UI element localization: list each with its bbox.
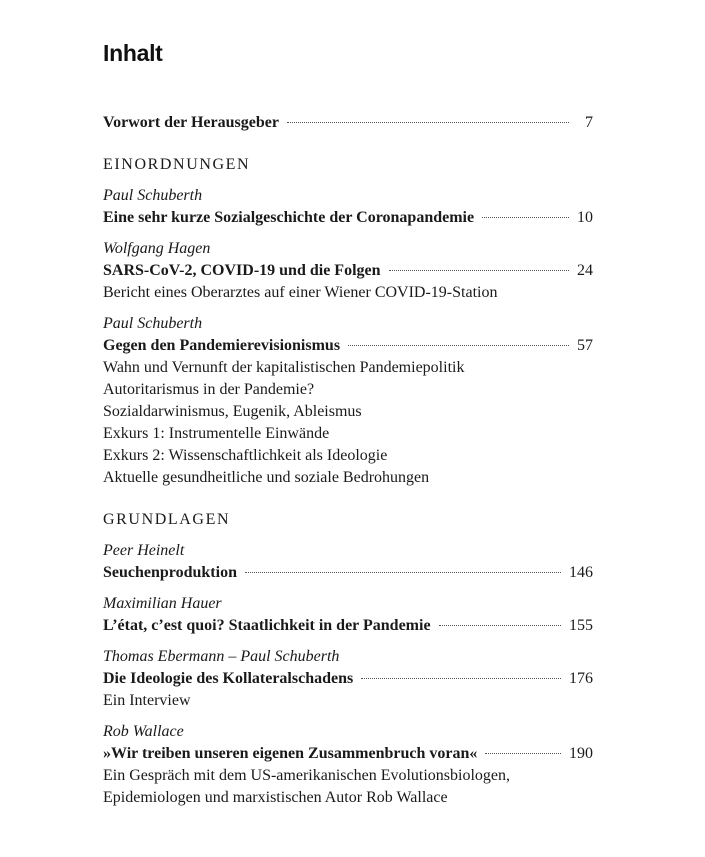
dot-leader <box>348 345 569 346</box>
entry-author: Maximilian Hauer <box>103 595 222 612</box>
dot-leader <box>485 753 561 754</box>
toc-row[interactable] <box>103 207 593 229</box>
entry-subtitle: Bericht eines Oberarztes auf einer Wiener COVID-19-Station <box>103 284 498 301</box>
entry-subtitle: Wahn und Vernunft der kapitalistischen Pandemiepolitik <box>103 359 465 376</box>
entry-subtitle: Aktuelle gesundheitliche und soziale Bedrohungen <box>103 469 430 486</box>
entry-subtitle: Exkurs 1: Instrumentelle Einwände <box>103 425 330 442</box>
dot-leader <box>439 625 561 626</box>
page-number: 57 <box>577 337 593 354</box>
entry-author: Paul Schuberth <box>103 187 203 204</box>
entry-title: Gegen den Pandemierevisionismus <box>103 337 341 354</box>
toc-entry <box>103 593 593 637</box>
toc-row[interactable] <box>103 112 593 134</box>
entry-subtitle: Sozialdarwinismus, Eugenik, Ableismus <box>103 403 362 420</box>
toc-entry <box>103 313 593 489</box>
entry-author: Wolfgang Hagen <box>103 240 211 257</box>
entry-title: SARS-CoV-2, COVID-19 und die Folgen <box>103 262 381 279</box>
entry-title: Seuchenproduktion <box>103 564 237 581</box>
page-number: 155 <box>569 617 593 634</box>
entry-author: Peer Heinelt <box>103 542 185 559</box>
toc-entry <box>103 721 593 809</box>
page-number: 176 <box>569 670 593 687</box>
entry-subtitle: Autoritarismus in der Pandemie? <box>103 381 315 398</box>
page-number: 146 <box>569 564 593 581</box>
toc-row[interactable] <box>103 335 593 357</box>
toc-row[interactable] <box>103 562 593 584</box>
toc-entry <box>103 540 593 584</box>
toc-row[interactable] <box>103 743 593 765</box>
entry-subtitle: Epidemiologen und marxistischen Autor Rob Wallace <box>103 789 448 806</box>
toc-row[interactable] <box>103 615 593 637</box>
entry-title: Die Ideologie des Kollateralschadens <box>103 670 354 687</box>
entry-subtitle: Ein Gespräch mit dem US-amerikanischen Evolutionsbiologen, <box>103 767 511 784</box>
entry-title: L’état, c’est quoi? Staatlichkeit in der Pandemie <box>103 617 431 634</box>
dot-leader <box>389 270 569 271</box>
toc-row[interactable] <box>103 668 593 690</box>
entry-author: Paul Schuberth <box>103 315 203 332</box>
entry-title: Vorwort der Herausgeber <box>103 114 279 131</box>
toc-entry <box>103 238 593 304</box>
page-number: 24 <box>577 262 593 279</box>
entry-subtitle: Exkurs 2: Wissenschaftlichkeit als Ideologie <box>103 447 388 464</box>
section-heading: EINORDNUNGEN <box>103 156 251 173</box>
page-number: 190 <box>569 745 593 762</box>
page-title: Inhalt <box>103 40 163 66</box>
toc-entry-preface <box>103 112 593 134</box>
entry-title: Eine sehr kurze Sozialgeschichte der Coronapandemie <box>103 209 475 226</box>
entry-subtitle: Ein Interview <box>103 692 191 709</box>
dot-leader <box>482 217 569 218</box>
dot-leader <box>245 572 561 573</box>
entry-title: »Wir treiben unseren eigenen Zusammenbruch voran« <box>103 745 478 762</box>
table-of-contents <box>103 112 593 809</box>
entry-author: Thomas Ebermann – Paul Schuberth <box>103 648 340 665</box>
dot-leader <box>361 678 561 679</box>
toc-row[interactable] <box>103 260 593 282</box>
dot-leader <box>287 122 569 123</box>
section-heading: GRUNDLAGEN <box>103 511 231 528</box>
page-number: 7 <box>585 114 593 131</box>
toc-entry <box>103 646 593 712</box>
entry-author: Rob Wallace <box>103 723 184 740</box>
page-number: 10 <box>577 209 593 226</box>
toc-entry <box>103 185 593 229</box>
